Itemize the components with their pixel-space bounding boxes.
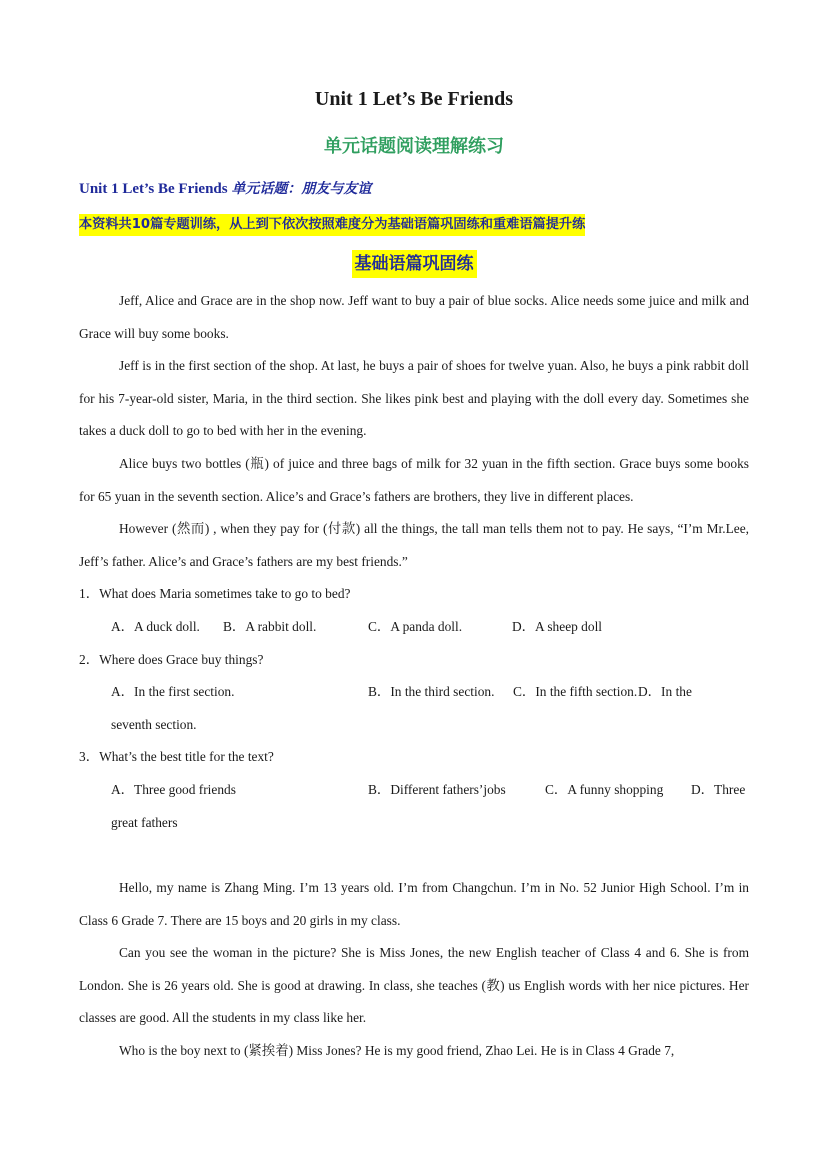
question-options xyxy=(79,611,749,644)
option-a: A．In the first section. xyxy=(111,684,235,700)
option-a: A．Three good friends xyxy=(111,781,236,797)
option-c: C．A funny shopping xyxy=(545,781,664,797)
option-b: B．A rabbit doll. xyxy=(223,618,317,634)
option-d: D．A sheep doll xyxy=(512,618,603,634)
option-d-continued: great fathers xyxy=(111,814,178,830)
document-title: Unit 1 Let’s Be Friends xyxy=(314,88,514,110)
question-stem: 2．Where does Grace buy things? xyxy=(79,651,264,667)
question-stem: 1．What does Maria sometimes take to go to bed? xyxy=(79,586,351,602)
unit-topic-cn: 单元话题：朋友与友谊 xyxy=(231,181,372,197)
document-subtitle: 单元话题阅读理解练习 xyxy=(324,136,504,157)
passage2-paragraph: Hello, my name is Zhang Ming. I’m 13 years old. I’m from Changchun. I’m in No. 52 Junior High School. I’m in Class 6 Grade 7. There are 15 boys and 20 girls in my class. xyxy=(79,880,749,928)
option-b: B．In the third section. xyxy=(368,684,495,700)
question-options xyxy=(79,774,749,807)
passage1-paragraph: However (然而) , when they pay for (付款) all the things, the tall man tells them not to pay. He says, “I’m Mr.Lee, Jeff’s father. Alice’s and Grace’s fathers are my best friends.” xyxy=(79,521,749,569)
section-heading-text: 基础语篇巩固练 xyxy=(352,250,477,278)
option-d: D．Three xyxy=(691,781,746,797)
passage2-paragraph: Can you see the woman in the picture? She is Miss Jones, the new English teacher of Class 4 and 6. She is from London. She is 26 years old. She is good at drawing. In class, she teaches (教) us English words with her nice pictures. Her classes are good. All the students in my class like her. xyxy=(79,945,749,1026)
option-c: C．In the fifth section. xyxy=(513,684,638,700)
document-body xyxy=(79,285,749,1068)
option-d-continued: seventh section. xyxy=(111,716,197,732)
unit-topic xyxy=(79,178,371,198)
passage2-paragraph: Who is the boy next to (紧挨着) Miss Jones? He is my good friend, Zhao Lei. He is in Class 4 Grade 7, xyxy=(119,1043,675,1059)
question-stem: 3．What’s the best title for the text? xyxy=(79,749,274,765)
option-a: A．A duck doll. xyxy=(111,618,200,634)
passage1-paragraph: Jeff is in the first section of the shop. At last, he buys a pair of shoes for twelve yuan. Also, he buys a pink rabbit doll for his 7-year-old sister, Maria, in the third section. She likes pink best and playing with the doll every day. Sometimes she takes a duck doll to go to bed with her in the evening. xyxy=(79,358,749,439)
question-options xyxy=(79,676,749,709)
option-c: C．A panda doll. xyxy=(368,618,463,634)
option-b: B．Different fathers’jobs xyxy=(368,781,506,797)
material-notice: 本资料共10篇专题训练，从上到下依次按照难度分为基础语篇巩固练和重难语篇提升练 xyxy=(79,214,585,236)
passage-gap xyxy=(79,839,749,872)
section-heading xyxy=(79,250,749,278)
option-d: D．In the xyxy=(638,684,692,700)
passage1-paragraph: Alice buys two bottles (瓶) of juice and three bags of milk for 32 yuan in the fifth section. Grace buys some books for 65 yuan in the seventh section. Alice’s and Grace’s fathers are brothers, they live in different places. xyxy=(79,455,749,504)
unit-topic-en: Unit 1 Let’s Be Friends xyxy=(79,181,232,197)
passage1-paragraph: Jeff, Alice and Grace are in the shop now. Jeff want to buy a pair of blue socks. Alice needs some juice and milk and Grace will buy some books. xyxy=(79,293,749,341)
